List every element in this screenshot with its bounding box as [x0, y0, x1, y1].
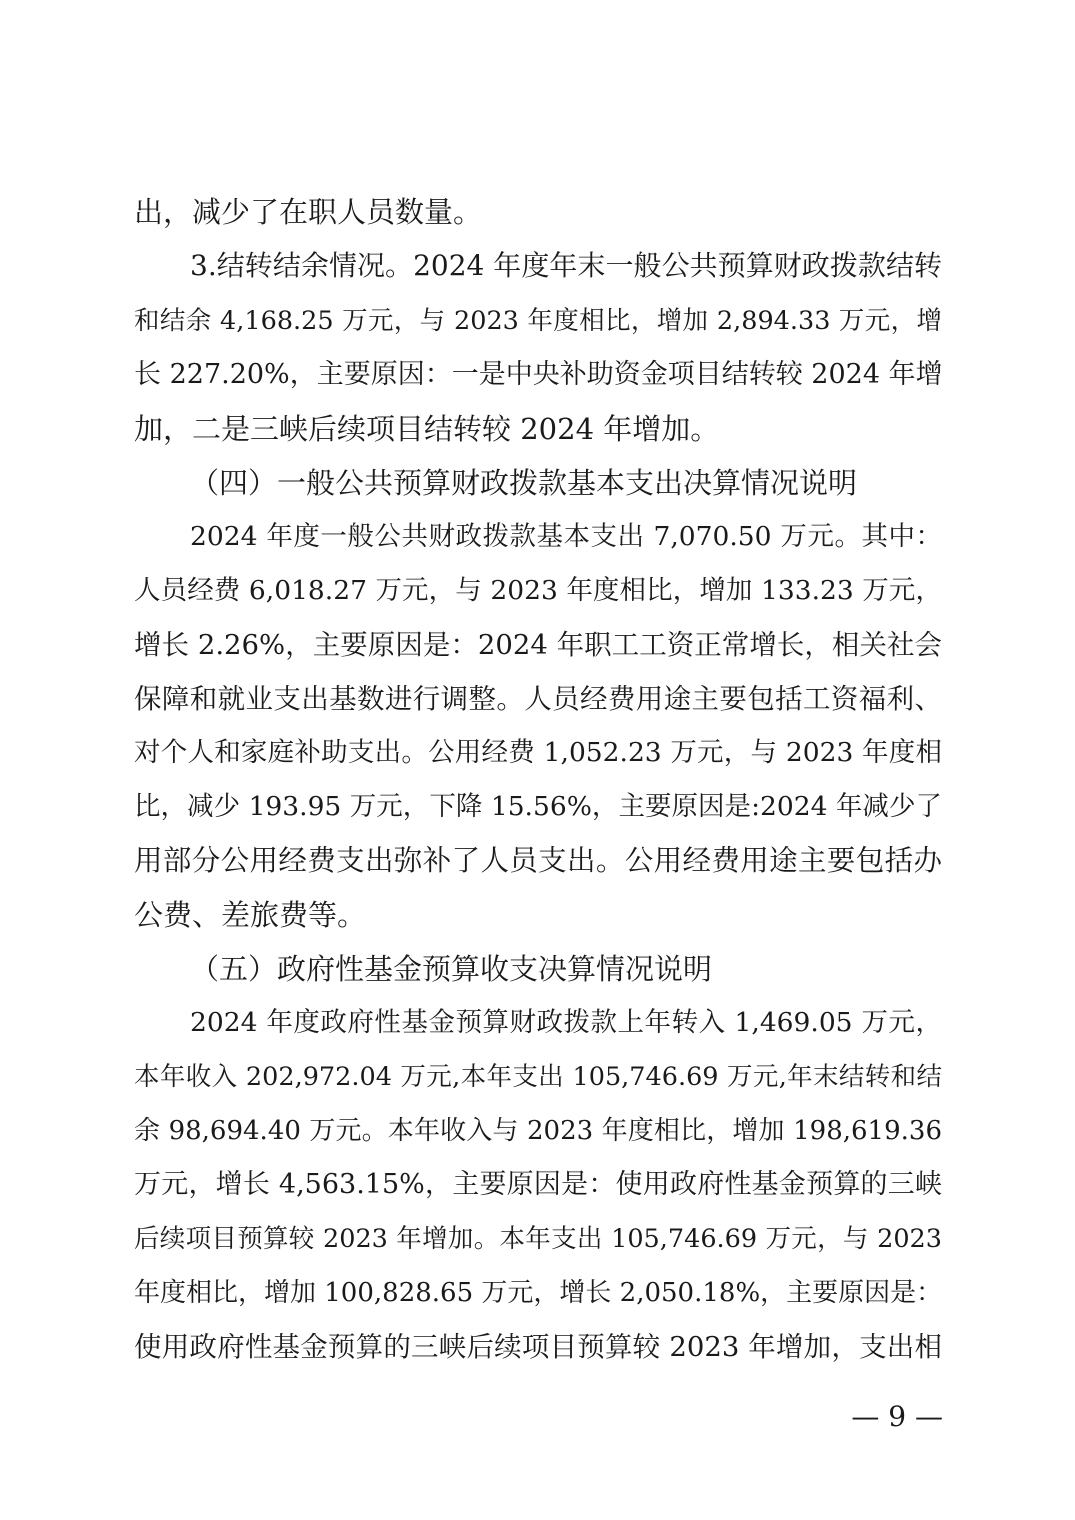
body-text-line: 余 98,694.40 万元。本年收入与 2023 年度相比，增加 198,619.36 [134, 1116, 942, 1146]
body-text-line: 年度相比，增加 100,828.65 万元，增长 2,050.18%，主要原因是： [134, 1278, 943, 1308]
body-text-line: 加，二是三峡后续项目结转较 2024 年增加。 [134, 412, 720, 446]
body-text-line: 2024 年度政府性基金预算财政拨款上年转入 1,469.05 万元， [190, 1007, 942, 1038]
body-text-line: 人员经费 6,018.27 万元，与 2023 年度相比，增加 133.23 万元， [134, 575, 942, 606]
section-heading-4: （四）一般公共预算财政拨款基本支出决算情况说明 [190, 466, 858, 500]
body-text-line: 2024 年度一般公共财政拨款基本支出 7,070.50 万元。其中： [190, 521, 942, 552]
body-text-line: 使用政府性基金预算的三峡后续项目预算较 2023 年增加，支出相 [134, 1331, 942, 1363]
body-text-line: 后续项目预算较 2023 年增加。本年支出 105,746.69 万元，与 2023 [134, 1224, 942, 1254]
body-text-line: 出，减少了在职人员数量。 [134, 195, 483, 229]
body-text-line: 长 227.20%，主要原因：一是中央补助资金项目结转较 2024 年增 [134, 359, 943, 390]
body-text-line: 增长 2.26%，主要原因是：2024 年职工工资正常增长，相关社会 [134, 629, 942, 661]
body-text-line: 比，减少 193.95 万元，下降 15.56%，主要原因是:2024 年减少了 [134, 791, 942, 822]
body-text-line: 本年收入 202,972.04 万元,本年支出 105,746.69 万元,年末结转和结 [134, 1062, 942, 1092]
section-heading-5: （五）政府性基金预算收支决算情况说明 [190, 952, 713, 986]
body-text-line: 公费、差旅费等。 [134, 898, 367, 932]
body-text-line: 万元，增长 4,563.15%，主要原因是：使用政府性基金预算的三峡 [134, 1169, 942, 1200]
body-text-line: 3.结转结余情况。2024 年度年末一般公共预算财政拨款结转 [190, 249, 942, 282]
body-text-line: 和结余 4,168.25 万元，与 2023 年度相比，增加 2,894.33 万元，增 [134, 306, 942, 336]
body-text-line: 用部分公用经费支出弥补了人员支出。公用经费用途主要包括办 [134, 844, 942, 877]
page-number: — 9 — [851, 1400, 943, 1433]
body-text-line: 对个人和家庭补助支出。公用经费 1,052.23 万元，与 2023 年度相 [134, 737, 942, 768]
body-text-line: 保障和就业支出基数进行调整。人员经费用途主要包括工资福利、 [134, 683, 942, 715]
